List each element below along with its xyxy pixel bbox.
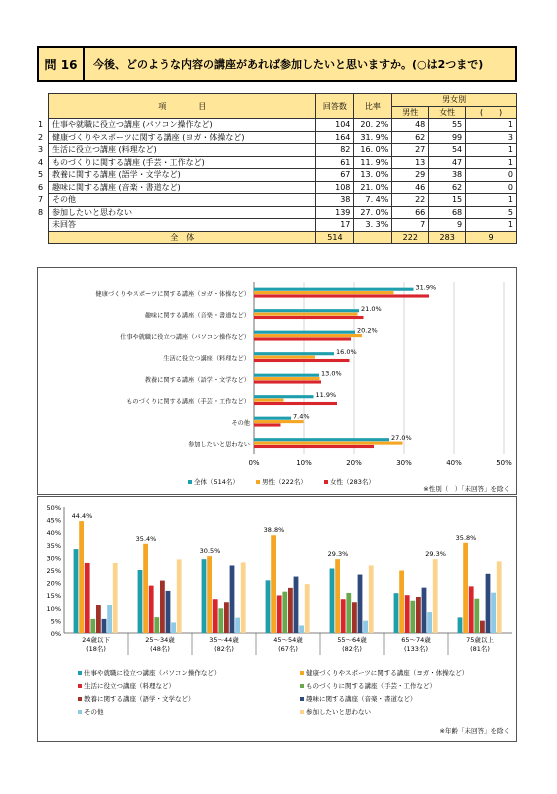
bar xyxy=(149,586,154,633)
x-category-label: 55～64歳 xyxy=(337,636,367,644)
x-tick-label: 0% xyxy=(248,459,260,467)
bar xyxy=(305,584,310,633)
table-row xyxy=(49,131,517,144)
bar xyxy=(330,568,335,633)
cell-label: その他 xyxy=(49,194,316,207)
bar xyxy=(96,605,101,633)
header-male: 男性 xyxy=(392,106,429,119)
bar xyxy=(299,625,304,633)
cell-other: 1 xyxy=(466,194,517,207)
cell-other: 5 xyxy=(466,206,517,219)
header-item: 項 目 xyxy=(49,94,316,119)
bar xyxy=(363,621,368,633)
legend-swatch xyxy=(78,671,82,675)
x-category-count: (81名) xyxy=(470,645,490,653)
x-category-count: (18名) xyxy=(86,645,106,653)
total-ratio xyxy=(354,231,392,244)
cell-ratio: 27. 0% xyxy=(354,206,392,219)
bar xyxy=(394,593,399,633)
cell-female: 62 xyxy=(429,181,466,194)
bar xyxy=(202,559,207,633)
table-body xyxy=(49,119,517,232)
table-row xyxy=(49,194,517,207)
cell-label: 健康づくりやスポーツに関する講座 (ヨガ・体操など) xyxy=(49,131,316,144)
chart-note: ※年齢「未回答」を除く xyxy=(439,727,510,735)
cell-other: 0 xyxy=(466,181,517,194)
legend-swatch xyxy=(78,710,82,714)
cell-female: 68 xyxy=(429,206,466,219)
x-category-label: 25～34歳 xyxy=(145,636,175,644)
cell-other: 1 xyxy=(466,219,517,232)
bar xyxy=(463,543,468,633)
chart-note: ※性別（ ）「未回答」を除く xyxy=(423,485,510,493)
data-label: 20.2% xyxy=(357,326,378,335)
x-category-count: (48名) xyxy=(150,645,170,653)
x-category-label: 75歳以上 xyxy=(466,636,494,644)
cell-ratio: 21. 0% xyxy=(354,181,392,194)
bar xyxy=(254,313,358,316)
cell-male: 62 xyxy=(392,131,429,144)
cell-count: 139 xyxy=(316,206,354,219)
cell-count: 82 xyxy=(316,144,354,157)
bar xyxy=(107,605,112,633)
category-label: 参加したいと思わない xyxy=(188,441,250,449)
age-bar-chart xyxy=(37,496,517,742)
bar xyxy=(433,559,438,633)
legend-swatch xyxy=(324,480,328,484)
category-label: 生活に役立つ講座（料理など） xyxy=(163,355,250,363)
x-category-label: 24歳以下 xyxy=(82,636,110,644)
top-data-label: 35.4% xyxy=(135,534,157,543)
bar xyxy=(254,399,284,402)
bar xyxy=(416,597,421,633)
data-label: 7.4% xyxy=(293,412,310,421)
x-category-label: 45～54歳 xyxy=(273,636,303,644)
bar xyxy=(166,591,171,633)
bar xyxy=(241,562,246,633)
cell-male: 29 xyxy=(392,169,429,182)
category-label: その他 xyxy=(231,419,250,427)
data-label: 31.9% xyxy=(415,283,437,292)
y-tick-label: 25% xyxy=(46,567,61,575)
bar xyxy=(410,601,415,633)
bar xyxy=(427,612,432,633)
bar xyxy=(254,291,394,294)
cell-label: 趣味に関する講座 (音楽・書道など) xyxy=(49,181,316,194)
x-tick-label: 10% xyxy=(296,459,312,467)
bar xyxy=(143,544,148,633)
bar xyxy=(335,559,340,633)
bar xyxy=(405,595,410,633)
bar xyxy=(171,622,176,633)
bar xyxy=(254,309,359,312)
cell-ratio: 31. 9% xyxy=(354,131,392,144)
table-row xyxy=(49,206,517,219)
y-tick-label: 20% xyxy=(46,579,61,588)
cell-label: 参加したいと思わない xyxy=(49,206,316,219)
legend-swatch xyxy=(300,671,304,675)
bar xyxy=(254,356,315,359)
legend-label: 健康づくりやスポーツに関する講座（ヨガ・体操など） xyxy=(306,669,469,677)
bar xyxy=(160,581,165,633)
cell-count: 17 xyxy=(316,219,354,232)
cell-count: 104 xyxy=(316,119,354,132)
table-row xyxy=(49,219,517,232)
row-number: 8 xyxy=(38,207,44,217)
bar xyxy=(230,565,235,633)
row-number: 6 xyxy=(38,182,44,192)
bar xyxy=(254,377,320,380)
bar xyxy=(271,535,276,633)
cell-male: 66 xyxy=(392,206,429,219)
cell-female: 47 xyxy=(429,156,466,169)
header-ratio: 比率 xyxy=(354,94,392,119)
x-tick-label: 30% xyxy=(396,459,412,467)
bar xyxy=(346,593,351,633)
data-label: 16.0% xyxy=(336,347,357,356)
y-tick-label: 15% xyxy=(46,592,61,601)
legend-swatch xyxy=(300,710,304,714)
category-label: 趣味に関する講座（音楽・書道など） xyxy=(144,312,250,320)
bar xyxy=(254,442,403,445)
bar xyxy=(254,337,351,340)
question-text: 今後、どのような内容の講座があれば参加したいと思いますか。(○は2つまで) xyxy=(93,58,484,71)
table-row xyxy=(49,181,517,194)
y-tick-label: 0% xyxy=(50,630,61,638)
bar xyxy=(254,294,429,297)
bar xyxy=(422,588,427,633)
bar xyxy=(288,588,293,633)
cell-male: 22 xyxy=(392,194,429,207)
top-data-label: 38.8% xyxy=(263,526,285,535)
question-number: 問 16 xyxy=(39,48,85,80)
top-data-label: 29.3% xyxy=(327,550,349,559)
bar xyxy=(254,380,321,383)
cell-male: 13 xyxy=(392,156,429,169)
total-female: 283 xyxy=(429,231,466,244)
cell-ratio: 13. 0% xyxy=(354,169,392,182)
header-other: ( ) xyxy=(466,106,517,119)
x-tick-label: 40% xyxy=(446,459,462,467)
bar xyxy=(254,423,281,426)
cell-female: 54 xyxy=(429,144,466,157)
row-number: 3 xyxy=(38,145,44,154)
x-category-count: (133名) xyxy=(404,645,428,653)
bar xyxy=(352,602,357,633)
legend-label: 全体（514名） xyxy=(194,478,239,486)
bar xyxy=(266,580,271,633)
table-row xyxy=(49,119,517,132)
y-tick-label: 35% xyxy=(46,541,61,550)
legend-swatch xyxy=(78,684,82,688)
row-number: 4 xyxy=(38,157,44,167)
bar xyxy=(102,619,107,633)
cell-other: 1 xyxy=(466,119,517,132)
header-gender: 男女別 xyxy=(392,94,517,107)
bar xyxy=(254,417,291,420)
cell-male: 7 xyxy=(392,219,429,232)
cell-other: 1 xyxy=(466,156,517,169)
legend-swatch xyxy=(256,480,260,484)
y-tick-label: 30% xyxy=(46,554,61,563)
bar xyxy=(207,556,212,633)
bar xyxy=(85,563,90,633)
total-count: 514 xyxy=(316,231,354,244)
bar xyxy=(369,565,374,633)
bar xyxy=(254,331,355,334)
age-bar-chart-svg xyxy=(38,497,516,741)
bar xyxy=(497,561,502,633)
data-label: 13.0% xyxy=(321,369,342,378)
legend-swatch xyxy=(300,697,304,701)
bar xyxy=(218,608,223,633)
cell-male: 48 xyxy=(392,119,429,132)
bar xyxy=(74,549,79,633)
legend-label: 参加したいと思わない xyxy=(306,708,371,716)
total-other: 9 xyxy=(466,231,517,244)
cell-other: 3 xyxy=(466,131,517,144)
bar xyxy=(469,586,474,633)
category-label: 教養に関する講座（語学・文学など） xyxy=(144,376,250,384)
bar xyxy=(138,570,143,633)
bar xyxy=(254,395,314,398)
category-label: 健康づくりやスポーツに関する講座（ヨガ・体操など） xyxy=(95,290,250,298)
bar xyxy=(254,316,364,319)
x-category-label: 65～74歳 xyxy=(401,636,431,644)
x-category-count: (82名) xyxy=(214,645,234,653)
y-tick-label: 50% xyxy=(46,504,61,512)
cell-male: 46 xyxy=(392,181,429,194)
legend-label: その他 xyxy=(84,708,104,716)
bar xyxy=(213,599,218,633)
legend-label: ものづくりに関する講座（手芸・工作など） xyxy=(306,682,436,690)
cell-label: 未回答 xyxy=(49,219,316,232)
bar xyxy=(254,438,389,441)
table-row xyxy=(49,156,517,169)
total-label: 全 体 xyxy=(49,231,316,244)
cell-female: 38 xyxy=(429,169,466,182)
cell-female: 99 xyxy=(429,131,466,144)
bar xyxy=(486,574,491,633)
x-category-label: 35～44歳 xyxy=(209,636,239,644)
gender-bar-chart xyxy=(37,267,517,495)
cell-female: 15 xyxy=(429,194,466,207)
legend-label: 教養に関する講座（語学・文学など） xyxy=(84,695,195,703)
cell-other: 0 xyxy=(466,169,517,182)
legend-label: 仕事や就職に役立つ講座（パソコン操作など） xyxy=(84,669,221,677)
legend-swatch xyxy=(188,480,192,484)
legend-label: 生活に役立つ講座（料理など） xyxy=(84,682,175,690)
top-data-label: 29.3% xyxy=(425,550,446,559)
row-number: 7 xyxy=(38,195,44,204)
y-tick-label: 5% xyxy=(50,617,61,626)
bar xyxy=(254,352,334,355)
cell-ratio: 3. 3% xyxy=(354,219,392,232)
bar xyxy=(254,359,350,362)
bar xyxy=(177,559,182,633)
bar xyxy=(254,374,319,377)
legend-label: 男性（222名） xyxy=(262,478,307,486)
results-table xyxy=(48,93,517,244)
bar xyxy=(282,592,287,633)
category-label: ものづくりに関する講座（手芸・工作など） xyxy=(126,398,250,406)
legend-swatch xyxy=(78,697,82,701)
bar xyxy=(235,618,240,633)
header-female: 女性 xyxy=(429,106,466,119)
x-tick-label: 20% xyxy=(346,459,362,467)
header-count: 回答数 xyxy=(316,94,354,119)
top-data-label: 35.8% xyxy=(455,533,477,542)
cell-ratio: 20. 2% xyxy=(354,119,392,132)
row-number: 5 xyxy=(38,170,44,179)
legend-label: 趣味に関する講座（音楽・書道など） xyxy=(306,695,417,703)
legend-swatch xyxy=(300,684,304,688)
cell-label: ものづくりに関する講座 (手芸・工作など) xyxy=(49,156,316,169)
cell-count: 38 xyxy=(316,194,354,207)
bar xyxy=(480,621,485,633)
cell-other: 1 xyxy=(466,144,517,157)
cell-female: 55 xyxy=(429,119,466,132)
cell-label: 生活に役立つ講座 (料理など) xyxy=(49,144,316,157)
cell-ratio: 16. 0% xyxy=(354,144,392,157)
y-tick-label: 10% xyxy=(46,604,61,613)
cell-ratio: 11. 9% xyxy=(354,156,392,169)
row-number: 1 xyxy=(38,120,44,129)
y-tick-label: 40% xyxy=(46,529,61,538)
top-data-label: 30.5% xyxy=(199,547,221,556)
bar xyxy=(341,599,346,633)
data-label: 11.9% xyxy=(315,390,337,399)
x-category-count: (67名) xyxy=(278,645,298,653)
cell-label: 仕事や就職に役立つ講座 (パソコン操作など) xyxy=(49,119,316,132)
x-category-count: (82名) xyxy=(342,645,362,653)
bar xyxy=(277,595,282,633)
bar xyxy=(224,602,229,633)
bar xyxy=(254,445,374,448)
top-data-label: 44.4% xyxy=(71,512,93,521)
cell-label: 教養に関する講座 (語学・文学など) xyxy=(49,169,316,182)
bar xyxy=(90,619,95,633)
cell-ratio: 7. 4% xyxy=(354,194,392,207)
bar xyxy=(358,575,363,633)
bar xyxy=(113,563,118,633)
cell-female: 9 xyxy=(429,219,466,232)
cell-count: 108 xyxy=(316,181,354,194)
legend-label: 女性（283名） xyxy=(330,478,375,486)
total-male: 222 xyxy=(392,231,429,244)
cell-count: 67 xyxy=(316,169,354,182)
bar xyxy=(474,599,479,633)
data-label: 27.0% xyxy=(391,433,412,442)
bar xyxy=(254,334,362,337)
bar xyxy=(154,617,159,633)
bar xyxy=(491,593,496,633)
bar xyxy=(254,420,304,423)
table-row xyxy=(49,144,517,157)
bar xyxy=(79,521,84,633)
bar xyxy=(294,577,299,633)
category-label: 仕事や就職に役立つ講座（パソコン操作など） xyxy=(120,333,250,341)
bar xyxy=(254,402,337,405)
bar xyxy=(254,288,414,291)
y-tick-label: 45% xyxy=(46,516,61,525)
question-box xyxy=(37,46,517,82)
gender-bar-chart-svg xyxy=(38,268,516,494)
row-number: 2 xyxy=(38,132,44,142)
cell-count: 164 xyxy=(316,131,354,144)
bar xyxy=(399,571,404,633)
table-row xyxy=(49,169,517,182)
x-tick-label: 50% xyxy=(496,459,512,467)
data-label: 21.0% xyxy=(361,304,382,313)
bar xyxy=(458,617,463,633)
cell-count: 61 xyxy=(316,156,354,169)
cell-male: 27 xyxy=(392,144,429,157)
